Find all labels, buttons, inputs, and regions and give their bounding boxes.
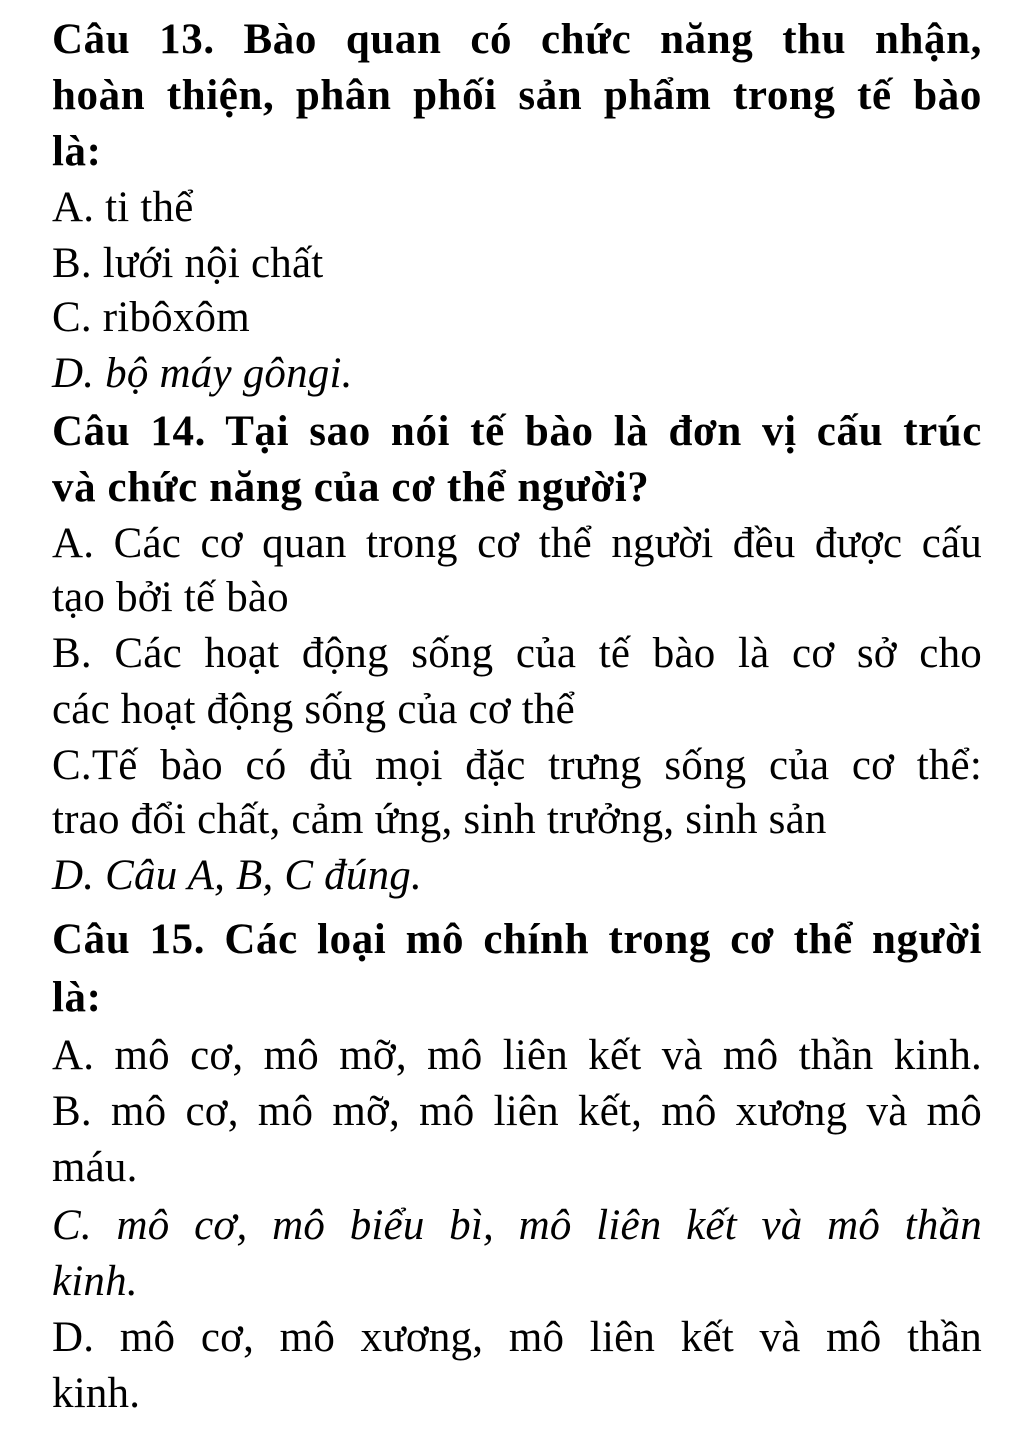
question-13-option-c: C. ribôxôm	[52, 294, 250, 341]
question-15-option-b-cont: máu.	[52, 1144, 138, 1191]
question-14-option-b: B. Các hoạt động sống của tế bào là cơ sở cho	[52, 630, 982, 677]
question-13-option-a: A. ti thể	[52, 184, 194, 231]
question-14-title-cont: và chức năng của cơ thể người?	[52, 464, 650, 511]
question-15-option-b: B. mô cơ, mô mỡ, mô liên kết, mô xương và mô	[52, 1088, 982, 1135]
question-13-option-b: B. lưới nội chất	[52, 240, 324, 287]
question-15-title-end: là:	[52, 974, 102, 1021]
cropped-text-fragment	[210, 0, 470, 2]
question-13-title: Câu 13. Bào quan có chức năng thu nhận,	[52, 16, 982, 63]
question-14-option-c-cont: trao đổi chất, cảm ứng, sinh trưởng, sinh sản	[52, 796, 827, 843]
question-14-option-d: D. Câu A, B, C đúng.	[52, 852, 422, 899]
question-13-title-cont: hoàn thiện, phân phối sản phẩm trong tế bào	[52, 72, 982, 119]
question-15-option-d: D. mô cơ, mô xương, mô liên kết và mô thần	[52, 1314, 982, 1361]
question-14-option-a-cont: tạo bởi tế bào	[52, 574, 289, 621]
question-14-title: Câu 14. Tại sao nói tế bào là đơn vị cấu trúc	[52, 408, 982, 455]
question-15-option-d-cont: kinh.	[52, 1370, 141, 1417]
question-13-option-d: D. bộ máy gôngi.	[52, 350, 353, 397]
question-15-option-c: C. mô cơ, mô biểu bì, mô liên kết và mô thần	[52, 1202, 982, 1249]
question-14-option-c: C.Tế bào có đủ mọi đặc trưng sống của cơ thể:	[52, 742, 982, 789]
question-15-option-a: A. mô cơ, mô mỡ, mô liên kết và mô thần kinh.	[52, 1032, 982, 1079]
question-15-option-c-cont: kinh.	[52, 1258, 138, 1305]
question-14-option-b-cont: các hoạt động sống của cơ thể	[52, 686, 575, 733]
question-14-option-a: A. Các cơ quan trong cơ thể người đều được cấu	[52, 520, 982, 567]
question-15-title: Câu 15. Các loại mô chính trong cơ thể người	[52, 916, 982, 963]
question-13-title-end: là:	[52, 128, 102, 175]
